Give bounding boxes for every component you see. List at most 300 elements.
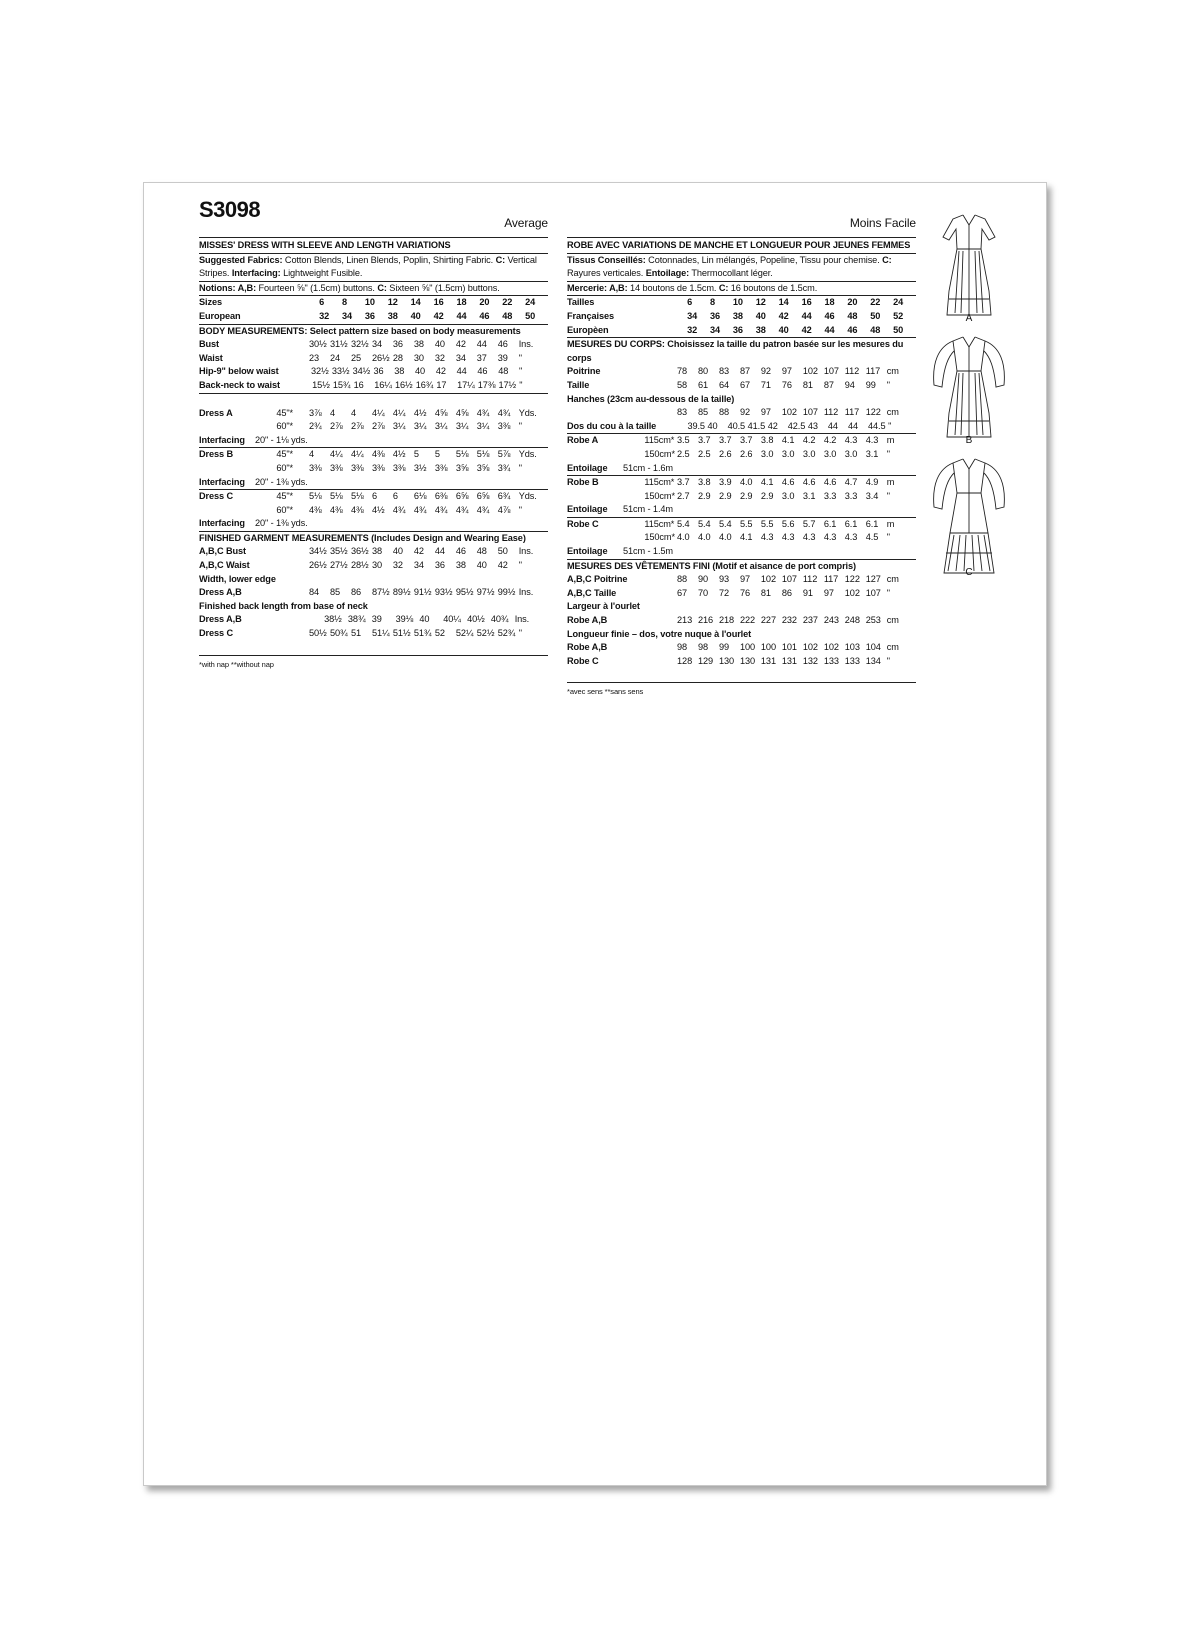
notions-text-fr: 14 boutons de 1.5cm. xyxy=(627,282,719,293)
cell: 52¾ xyxy=(497,628,516,639)
cell: 3.9 xyxy=(718,477,732,488)
row-label: Dress A,B xyxy=(199,614,242,625)
yardage-row xyxy=(567,434,916,448)
cell: 39 xyxy=(371,614,382,625)
cell: 22 xyxy=(502,297,513,308)
cell: 85 xyxy=(330,587,341,598)
row-label: Interfacing xyxy=(199,434,245,445)
body-row xyxy=(567,365,916,379)
cell: 44 xyxy=(824,324,835,335)
cell: 27½ xyxy=(330,560,348,571)
unit-label: " xyxy=(886,490,890,501)
cell: 216 xyxy=(698,615,714,626)
cell: 81 xyxy=(802,379,813,390)
cell: 86 xyxy=(350,587,362,598)
francaises-row xyxy=(567,310,916,324)
cell: 6 xyxy=(371,491,377,502)
cell: 107 xyxy=(865,587,881,598)
french-column xyxy=(567,211,916,699)
cell: 91 xyxy=(802,587,813,598)
notions-paragraph xyxy=(199,282,548,297)
cell: 99 xyxy=(865,379,876,390)
cell: 10 xyxy=(732,297,743,308)
interfacing-row xyxy=(567,462,916,477)
cell: 4⅞ xyxy=(497,504,511,515)
cell: 3¼ xyxy=(392,421,406,432)
cell: 6⅝ xyxy=(455,491,469,502)
interfacing-label-fr: Entoilage: xyxy=(645,268,690,279)
dress-c-icon xyxy=(924,455,1014,577)
cell: 3.5 xyxy=(677,435,690,446)
cell: 5⅛ xyxy=(309,491,322,502)
cell: 4½ xyxy=(413,407,427,418)
cell: 97 xyxy=(781,366,792,377)
spacer xyxy=(651,324,687,338)
notions-c-label-fr: C: xyxy=(718,282,729,293)
row-label: Taille xyxy=(567,379,590,390)
row-label: Robe C xyxy=(567,655,599,666)
cell: 50¾ xyxy=(330,628,348,639)
cell: 32 xyxy=(687,324,698,335)
cell: 5.7 xyxy=(802,518,816,529)
cell: 34½ xyxy=(352,366,371,377)
cell: 4½ xyxy=(371,504,385,515)
row-label: Interfacing xyxy=(199,518,245,529)
cell: 40.5 xyxy=(727,420,746,431)
cell: 4.3 xyxy=(844,532,858,543)
cell: 86 xyxy=(781,587,792,598)
fabrics-c-label: C: xyxy=(495,254,506,265)
row-label xyxy=(567,448,644,462)
width-label: 45"* xyxy=(276,491,294,502)
cell: 4.2 xyxy=(823,435,837,446)
cell: 40 xyxy=(707,420,718,431)
cell: 4¾ xyxy=(455,504,469,515)
notions-label: Notions: A,B: xyxy=(199,282,257,293)
unit-label: " xyxy=(886,379,890,390)
cell: 3.7 xyxy=(739,435,753,446)
spacer xyxy=(199,394,548,407)
cell: 67 xyxy=(739,379,750,390)
cell: 51½ xyxy=(392,628,411,639)
cell: 117 xyxy=(865,366,881,377)
cell: 101 xyxy=(781,642,797,653)
cell: 2¾ xyxy=(309,421,322,432)
body-row xyxy=(199,338,548,352)
cell: 58 xyxy=(677,379,688,390)
spacer xyxy=(644,587,677,601)
cell: 40¼ xyxy=(443,614,461,625)
cell: 48 xyxy=(476,546,487,557)
cell: 50½ xyxy=(309,628,327,639)
cell: 112 xyxy=(823,407,839,418)
cell: 5.4 xyxy=(677,518,690,529)
cell: 48 xyxy=(847,310,858,321)
row-label: Dress A,B xyxy=(199,587,242,598)
cell: 3⅜ xyxy=(497,421,511,432)
cell: 8 xyxy=(710,297,716,308)
unit-label: " xyxy=(518,462,522,473)
unit-label: " xyxy=(518,421,522,432)
cell: 52 xyxy=(893,310,904,321)
cell: 4.0 xyxy=(698,532,711,543)
cell: 42.5 xyxy=(787,420,806,431)
cell: 3⅝ xyxy=(455,462,469,473)
footnote-fr: *avec sens **sans sens xyxy=(567,682,916,699)
cell: 107 xyxy=(781,574,797,585)
cell: 76 xyxy=(781,379,792,390)
cell: 5⅛ xyxy=(330,491,343,502)
cell: 6⅜ xyxy=(434,491,448,502)
footnote: *with nap **without nap xyxy=(199,655,548,672)
pattern-title: MISSES' DRESS WITH SLEEVE AND LENGTH VARIATIONS xyxy=(199,237,548,254)
hips-heading: Hanches (23cm au-dessous de la taille) xyxy=(567,393,735,404)
cell: 3.3 xyxy=(844,490,858,501)
cell: 2.5 xyxy=(677,448,690,459)
interfacing-amount: 20" - 1⅜ yds. xyxy=(255,476,308,487)
unit-label: m xyxy=(886,435,895,446)
pattern-code: S3098 xyxy=(199,197,261,222)
spacer xyxy=(283,310,319,324)
interfacing-row xyxy=(567,503,916,518)
fabrics-label-fr: Tissus Conseillés: xyxy=(567,254,646,265)
yardage-row xyxy=(567,518,916,532)
cell: 46 xyxy=(497,339,508,350)
unit-label: " xyxy=(888,420,892,431)
view-label-b: B xyxy=(965,435,973,446)
cell: 218 xyxy=(718,615,735,626)
cell: 36 xyxy=(434,560,445,571)
cell: 2.9 xyxy=(718,490,732,501)
cell: 64 xyxy=(718,379,730,390)
cell: 4.3 xyxy=(760,532,774,543)
cell: 102 xyxy=(802,366,818,377)
unit-label: " xyxy=(519,379,523,390)
cell: 97 xyxy=(739,574,750,585)
width-label: 115cm* xyxy=(644,518,675,529)
cell: 4⅜ xyxy=(350,504,364,515)
cell: 34½ xyxy=(309,546,327,557)
cell: 38 xyxy=(371,546,382,557)
cell: 2⅞ xyxy=(350,421,364,432)
row-label: European xyxy=(199,310,241,321)
cell: 32 xyxy=(319,310,330,321)
cell: 44 xyxy=(434,546,445,557)
cell: 132 xyxy=(802,655,818,666)
cell: 4.6 xyxy=(823,477,837,488)
finished-row xyxy=(567,573,916,587)
cell: 107 xyxy=(802,407,818,418)
cell: 4.3 xyxy=(781,532,795,543)
cell: 112 xyxy=(802,574,818,585)
cell: 6.1 xyxy=(823,518,837,529)
row-label: A,B,C Waist xyxy=(199,560,250,571)
cell: 26½ xyxy=(371,352,390,363)
notions-paragraph-fr xyxy=(567,282,916,297)
cell: 4¾ xyxy=(476,407,490,418)
yardage-row xyxy=(567,476,916,490)
cell: 16 xyxy=(353,379,364,390)
cell: 129 xyxy=(698,655,714,666)
cell: 6 xyxy=(319,297,325,308)
yardage-row xyxy=(199,462,548,476)
fabrics-c-label-fr: C: xyxy=(882,254,892,265)
cell: 87½ xyxy=(371,587,390,598)
cell: 5.4 xyxy=(718,518,732,529)
cell: 46 xyxy=(455,546,466,557)
row-label: Waist xyxy=(199,352,223,363)
cell: 100 xyxy=(739,642,755,653)
interfacing-amount: 51cm - 1.4m xyxy=(623,504,673,515)
cell: 3.7 xyxy=(718,435,732,446)
cell: 3¾ xyxy=(497,462,511,473)
width-label: 60"* xyxy=(276,504,294,515)
cell: 213 xyxy=(677,615,693,626)
row-label: A,B,C Taille xyxy=(567,587,617,598)
cell: 48 xyxy=(502,310,513,321)
cell: 30 xyxy=(371,560,382,571)
cell: 130 xyxy=(718,655,735,666)
cell: 17½ xyxy=(498,379,517,390)
row-label xyxy=(199,420,276,434)
cell: 24 xyxy=(893,297,904,308)
cell: 40 xyxy=(410,310,421,321)
cell: 128 xyxy=(677,655,693,666)
cell: 99 xyxy=(718,642,730,653)
spacer xyxy=(276,559,309,573)
cell: 3⅜ xyxy=(309,462,322,473)
cell: 3½ xyxy=(413,462,427,473)
cell: 5.5 xyxy=(739,518,753,529)
cell: 4.1 xyxy=(739,532,753,543)
cell: 38 xyxy=(387,310,398,321)
length-row xyxy=(199,627,548,641)
cell: 90 xyxy=(698,574,709,585)
cell: 4⅜ xyxy=(309,504,322,515)
cell: 4.6 xyxy=(802,477,816,488)
cell: 3⅜ xyxy=(330,462,343,473)
spacer xyxy=(287,613,324,627)
cell: 248 xyxy=(844,615,860,626)
spacer xyxy=(644,614,677,628)
cell: 34 xyxy=(710,324,721,335)
row-label: A,B,C Poitrine xyxy=(567,574,628,585)
cell: 40½ xyxy=(467,614,485,625)
cell: 67 xyxy=(677,587,688,598)
cell: 42 xyxy=(767,420,778,431)
cell: 42 xyxy=(801,324,812,335)
unit-label: m xyxy=(886,518,895,529)
unit-label: cm xyxy=(886,615,899,626)
finished-row xyxy=(567,587,916,601)
cell: 3⅜ xyxy=(392,462,406,473)
row-label: Dress A xyxy=(199,407,233,418)
unit-label: " xyxy=(518,352,522,363)
back-neck-row xyxy=(567,420,916,435)
spacer xyxy=(276,586,309,600)
interfacing-label: Interfacing: xyxy=(231,268,281,279)
row-label xyxy=(567,531,644,545)
cell: 3.0 xyxy=(802,448,816,459)
cell: 15½ xyxy=(312,379,330,390)
cell: 32½ xyxy=(350,339,369,350)
yardage-row xyxy=(199,407,548,421)
cell: 91½ xyxy=(413,587,432,598)
row-label: Bust xyxy=(199,339,220,350)
cell: 3.0 xyxy=(781,490,795,501)
cell: 36 xyxy=(373,366,384,377)
cell: 92 xyxy=(739,407,750,418)
cell: 4 xyxy=(350,407,356,418)
cell: 51¼ xyxy=(371,628,390,639)
cell: 50 xyxy=(893,324,904,335)
notions-c-text-fr: 16 boutons de 1.5cm. xyxy=(728,282,818,293)
cell: 4.2 xyxy=(802,435,816,446)
dress-a-sketch xyxy=(919,211,1019,333)
cell: 38¾ xyxy=(347,614,366,625)
cell: 38 xyxy=(732,310,743,321)
cell: 42 xyxy=(413,546,424,557)
body-row xyxy=(199,365,548,379)
cell: 98 xyxy=(698,642,709,653)
cell: 2.9 xyxy=(760,490,774,501)
cell: 2.5 xyxy=(698,448,711,459)
cell: 85 xyxy=(698,407,709,418)
finished-row xyxy=(199,545,548,559)
cell: 51 xyxy=(350,628,362,639)
cell: 4⅝ xyxy=(434,407,448,418)
cell: 48 xyxy=(498,366,509,377)
unit-label: Yds. xyxy=(518,491,537,502)
dress-a-icon xyxy=(929,211,1009,323)
cell: 5.6 xyxy=(781,518,795,529)
unit-label: Ins. xyxy=(518,587,534,598)
cell: 44 xyxy=(847,420,858,431)
unit-label: " xyxy=(886,532,890,543)
cell: 100 xyxy=(760,642,776,653)
spacer xyxy=(276,338,309,352)
unit-label: " xyxy=(886,448,890,459)
cell: 80 xyxy=(698,366,709,377)
width-heading: Largeur à l'ourlet xyxy=(567,601,640,612)
dress-b-sketch xyxy=(919,333,1019,455)
cell: 243 xyxy=(823,615,839,626)
spacer xyxy=(279,365,311,379)
english-size-tables xyxy=(199,296,548,640)
cell: 87 xyxy=(823,379,834,390)
cell: 42 xyxy=(778,310,789,321)
cell: 4.0 xyxy=(739,477,753,488)
fabrics-text-fr: Cotonnades, Lin mélangés, Popeline, Tissu pour chemise. xyxy=(645,254,883,265)
cell: 50 xyxy=(525,310,536,321)
yardage-row xyxy=(567,448,916,462)
cell: 4.3 xyxy=(802,532,816,543)
cell: 24 xyxy=(330,352,341,363)
pattern-title-fr: ROBE AVEC VARIATIONS DE MANCHE ET LONGUEUR POUR JEUNES FEMMES xyxy=(567,237,916,254)
row-label xyxy=(567,406,644,420)
cell: 2.6 xyxy=(718,448,732,459)
width-label: 45"* xyxy=(276,449,294,460)
fabrics-label: Suggested Fabrics: xyxy=(199,254,283,265)
spacer xyxy=(276,352,309,366)
spacer xyxy=(644,655,677,669)
cell: 4.7 xyxy=(844,477,858,488)
yardage-row xyxy=(199,448,548,462)
cell: 44 xyxy=(801,310,812,321)
cell: 44.5 xyxy=(868,420,886,431)
cell: 117 xyxy=(823,574,839,585)
finished-measurements-heading: MESURES DES VÊTEMENTS FINI (Motif et aisance de port compris) xyxy=(567,560,856,571)
cell: 52½ xyxy=(476,628,495,639)
cell: 30 xyxy=(413,352,424,363)
cell: 2.9 xyxy=(739,490,753,501)
spacer xyxy=(656,420,687,434)
cell: 3.4 xyxy=(865,490,879,501)
cell: 16¼ xyxy=(374,379,392,390)
cell: 5⅛ xyxy=(455,449,469,460)
unit-label: " xyxy=(518,560,522,571)
cell: 93½ xyxy=(434,587,453,598)
cell: 5⅞ xyxy=(497,449,511,460)
cell: 40¾ xyxy=(490,614,509,625)
cell: 4¼ xyxy=(392,407,406,418)
cell: 38 xyxy=(413,339,424,350)
dress-c-sketch xyxy=(919,455,1019,585)
row-label: Interfacing xyxy=(199,476,245,487)
european-row xyxy=(199,310,548,325)
cell: 99½ xyxy=(497,587,516,598)
unit-label: Yds. xyxy=(518,449,537,460)
cell: 232 xyxy=(781,615,797,626)
cell: 93 xyxy=(718,574,730,585)
cell: 15¾ xyxy=(332,379,351,390)
cell: 3¼ xyxy=(413,421,427,432)
cell: 3⅜ xyxy=(371,462,385,473)
cell: 102 xyxy=(760,574,776,585)
cell: 36 xyxy=(364,310,375,321)
cell: 71 xyxy=(760,379,771,390)
cell: 3¼ xyxy=(434,421,448,432)
interfacing-text-fr: Thermocollant léger. xyxy=(689,268,773,279)
spacer xyxy=(644,365,677,379)
spacer xyxy=(651,296,687,310)
cell: 34 xyxy=(413,560,424,571)
interfacing-amount: 20" - 1⅛ yds. xyxy=(255,434,308,445)
cell: 237 xyxy=(802,615,818,626)
cell: 52 xyxy=(434,628,445,639)
yardage-row xyxy=(199,490,548,504)
cell: 88 xyxy=(677,574,688,585)
row-label: Entoilage xyxy=(567,546,608,557)
cell: 12 xyxy=(387,297,398,308)
cell: 4.0 xyxy=(677,532,690,543)
interfacing-amount: 51cm - 1.6m xyxy=(623,462,673,473)
cell: 32 xyxy=(434,352,445,363)
cell: 117 xyxy=(844,407,860,418)
cell: 4 xyxy=(330,407,336,418)
row-label: Dos du cou à la taille xyxy=(567,420,657,431)
width-heading: Width, lower edge xyxy=(199,573,276,584)
cell: 30½ xyxy=(309,339,327,350)
unit-label: " xyxy=(886,587,890,598)
cell: 18 xyxy=(824,297,835,308)
view-label-a: A xyxy=(965,313,973,324)
cell: 16 xyxy=(433,297,444,308)
cell: 4.3 xyxy=(844,435,858,446)
yardage-row xyxy=(567,490,916,504)
cell: 222 xyxy=(739,615,755,626)
cell: 36 xyxy=(732,324,743,335)
